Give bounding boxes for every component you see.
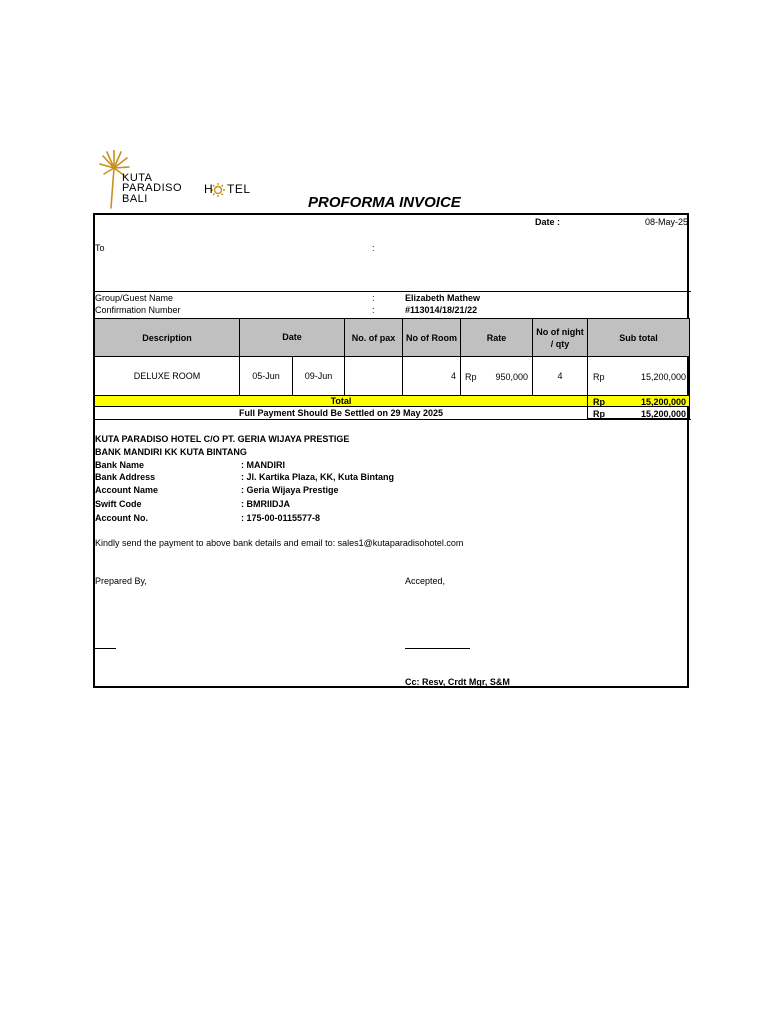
account-name-value: : Geria Wijaya Prestige <box>241 485 339 495</box>
total-currency: Rp <box>593 397 605 407</box>
prepared-signature-line <box>95 648 116 649</box>
confirmation-label: Confirmation Number <box>95 305 181 315</box>
col-rate: Rate <box>460 318 533 357</box>
group-colon: : <box>372 293 375 303</box>
date-label: Date : <box>535 217 561 227</box>
total-label: Total <box>94 396 588 407</box>
row-rate: 950,000 <box>495 372 528 382</box>
row-date-out: 09-Jun <box>292 356 345 396</box>
payment-instruction: Kindly send the payment to above bank details and email to: sales1@kutaparadisohotel.com <box>95 538 464 548</box>
logo-line-paradiso: PARADISO <box>122 182 183 194</box>
bank-line: BANK MANDIRI KK KUTA BINTANG <box>95 447 247 457</box>
row-date-in: 05-Jun <box>239 356 293 396</box>
settle-value: 15,200,000 <box>640 409 686 419</box>
bank-name-label: Bank Name <box>95 460 145 470</box>
hotel-logo <box>96 150 266 210</box>
divider <box>93 419 691 420</box>
row-pax <box>344 356 403 396</box>
company-name: KUTA PARADISO HOTEL C/O PT. GERIA WIJAYA PRESTIGE <box>95 434 350 444</box>
row-rooms: 4 <box>402 356 461 396</box>
guest-name: Elizabeth Mathew <box>405 293 481 303</box>
row-nights: 4 <box>532 356 588 396</box>
col-nights <box>532 318 588 357</box>
settle-note: Full Payment Should Be Settled on 29 May 2025 <box>238 408 444 418</box>
confirmation-colon: : <box>372 305 375 315</box>
accepted-signature-line <box>405 648 470 649</box>
row-description: DELUXE ROOM <box>94 356 240 396</box>
col-date: Date <box>239 318 345 357</box>
account-number-value: : 175-00-0115577-8 <box>241 513 321 523</box>
settle-currency: Rp <box>593 409 605 419</box>
col-nights-line1: No of night <box>536 326 584 337</box>
bank-address-label: Bank Address <box>95 472 156 482</box>
account-name-label: Account Name <box>95 485 159 495</box>
to-colon: : <box>372 243 375 253</box>
col-subtotal: Sub total <box>587 318 690 357</box>
logo-hotel-tel: TEL <box>227 182 251 196</box>
logo-line-bali: BALI <box>122 193 148 205</box>
logo-hotel-h: H <box>204 182 214 196</box>
bank-address-value: : Jl. Kartika Plaza, KK, Kuta Bintang <box>241 472 395 482</box>
logo-line-kuta: KUTA <box>122 172 153 184</box>
row-subtotal: 15,200,000 <box>640 372 686 382</box>
row-subtotal-currency: Rp <box>593 372 605 382</box>
col-pax: No. of pax <box>344 318 403 357</box>
col-nights-line2: / qty <box>550 338 570 349</box>
cc-note: Cc: Resv, Crdt Mgr, S&M <box>405 677 510 687</box>
group-label: Group/Guest Name <box>95 293 174 303</box>
col-description: Description <box>94 318 240 357</box>
to-label: To <box>95 243 105 253</box>
row-rate-currency: Rp <box>465 372 477 382</box>
date-value: 08-May-25 <box>644 217 688 227</box>
col-rooms: No of Room <box>402 318 461 357</box>
page-title: PROFORMA INVOICE <box>308 194 461 211</box>
confirmation-number: #113014/18/21/22 <box>405 305 478 315</box>
bank-name-value: : MANDIRI <box>241 460 285 470</box>
total-value: 15,200,000 <box>640 397 686 407</box>
swift-code-label: Swift Code <box>95 499 142 509</box>
accepted-label: Accepted, <box>405 576 446 586</box>
account-number-label: Account No. <box>95 513 148 523</box>
swift-code-value: : BMRIIDJA <box>241 499 290 509</box>
prepared-by-label: Prepared By, <box>95 576 147 586</box>
divider <box>93 291 691 292</box>
